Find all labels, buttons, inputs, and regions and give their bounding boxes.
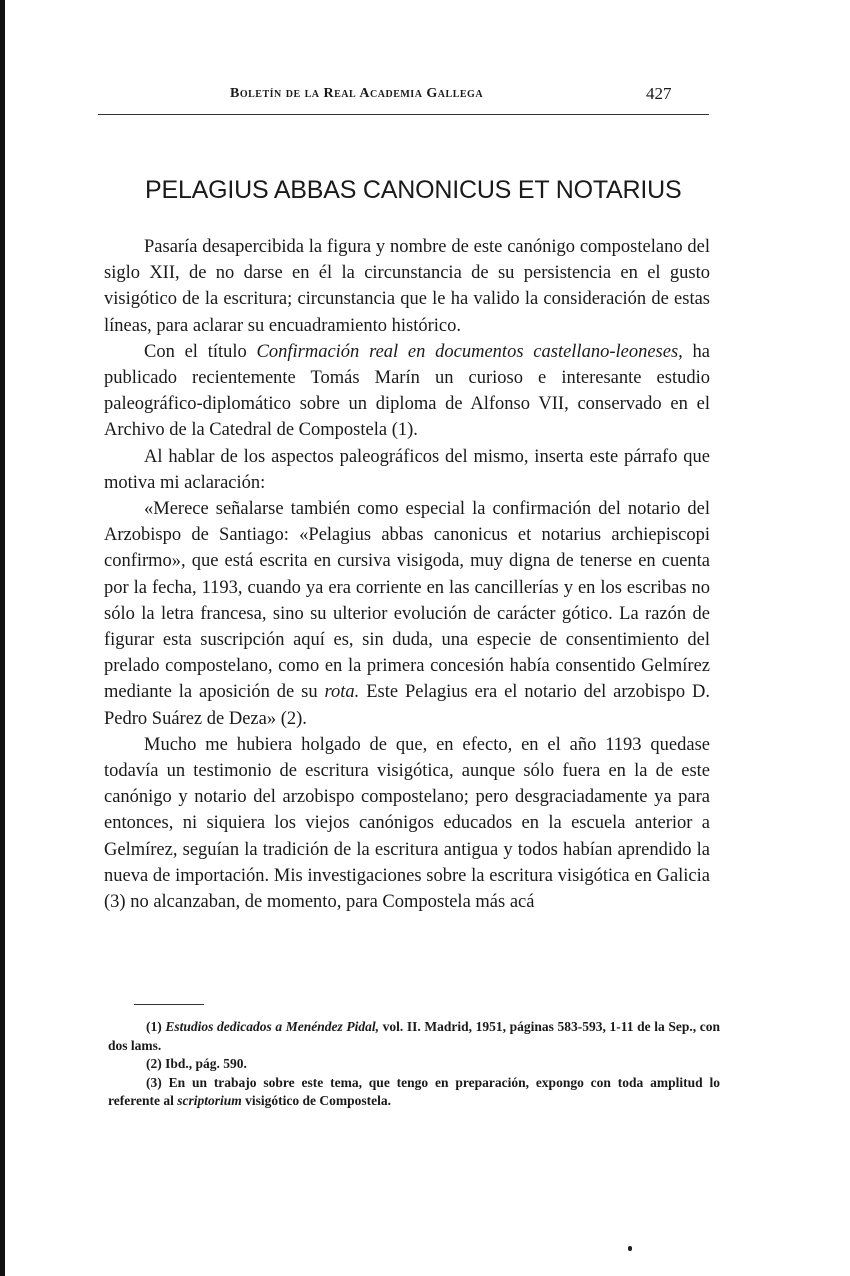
footnote bbox=[108, 1055, 720, 1074]
footnote-text: (2) Ibd., pág. 590. bbox=[146, 1056, 247, 1071]
header-rule bbox=[98, 114, 709, 115]
footnote-text: (3) En un trabajo sobre este tema, que tengo en preparación, expongo con toda amplitud lo referente al bbox=[108, 1074, 720, 1108]
paragraph bbox=[104, 496, 710, 732]
italic-title: Confirmación real en documentos castellano-leoneses, bbox=[256, 341, 683, 362]
footnote-italic: scriptorium bbox=[177, 1093, 242, 1108]
paragraph bbox=[104, 732, 710, 915]
paragraph bbox=[104, 234, 710, 339]
footnotes bbox=[108, 1018, 720, 1111]
footnote-italic: Estudios dedicados a Menéndez Pidal, bbox=[165, 1019, 379, 1034]
footnote-text: visigótico de Compostela. bbox=[241, 1093, 391, 1108]
footnote bbox=[108, 1074, 720, 1111]
running-head: Boletín de la Real Academia Gallega bbox=[230, 86, 484, 101]
ink-speck bbox=[628, 1246, 632, 1251]
footnote bbox=[108, 1018, 720, 1055]
text-segment: «Merece señalarse también como especial la confirmación del notario del Arzobispo de Santiago: «Pelagius abbas canonicus et notarius archiepiscopi confirmo», que está escrita en cursiva visigoda, muy digna de tenerse en cuenta por la fecha, 1193, cuando ya era corriente en las cancillerías y en los escribas no sólo la letra francesa, sino su ulterior evolución de carácter gótico. La razón de figurar esta suscripción aquí es, sin duda, una especie de consentimiento del prelado compostelano, como en la primera concesión había consentido Gelmírez mediante la aposición de su bbox=[104, 499, 710, 703]
footnote-rule bbox=[134, 1004, 204, 1005]
footnote-text: vol. II. Madrid, 1951, páginas 583-593, 1-11 de la Sep., con dos lams. bbox=[108, 1019, 720, 1053]
footnote-text: (1) bbox=[146, 1019, 166, 1034]
article-body bbox=[104, 234, 710, 915]
paragraph bbox=[104, 444, 710, 496]
text-segment: Con el título bbox=[144, 341, 257, 362]
page-number: 427 bbox=[646, 84, 672, 103]
italic-word: rota. bbox=[324, 682, 360, 703]
text-segment: Este Pelagius era el notario del arzobispo D. Pedro Suárez de Deza» (2). bbox=[104, 682, 710, 729]
paragraph bbox=[104, 339, 710, 444]
scan-left-edge bbox=[0, 0, 5, 1276]
text-segment: Al hablar de los aspectos paleográficos del mismo, inserta este párrafo que motiva mi aclaración: bbox=[104, 446, 710, 493]
text-segment: ha publicado recientemente Tomás Marín un curioso e interesante estudio paleográfico-diplomático sobre un diploma de Alfonso VII, conservado en el Archivo de la Catedral de Compostela (1). bbox=[104, 341, 710, 441]
article-title: PELAGIUS ABBAS CANONICUS ET NOTARIUS bbox=[145, 176, 682, 204]
text-segment: Mucho me hubiera holgado de que, en efecto, en el año 1193 quedase todavía un testimonio de escritura visigótica, aunque sólo fuera en la de este canónigo y notario del arzobispo compostelano; pero desgraciadamente ya para entonces, ni siquiera los viejos canónigos educados en la escuela anterior a Gelmírez, seguían la tradición de la escritura antigua y todos habían aprendido la nueva de importación. Mis investigaciones sobre la escritura visigótica en Galicia (3) no alcanzaban, de momento, para Compostela más acá bbox=[104, 734, 710, 913]
text-segment: Pasaría desapercibida la figura y nombre de este canónigo compostelano del siglo XII, de no darse en él la circunstancia de su persistencia en el gusto visigótico de la escritura; circunstancia que le ha valido la consideración de estas líneas, para aclarar su encuadramiento histórico. bbox=[104, 237, 710, 336]
